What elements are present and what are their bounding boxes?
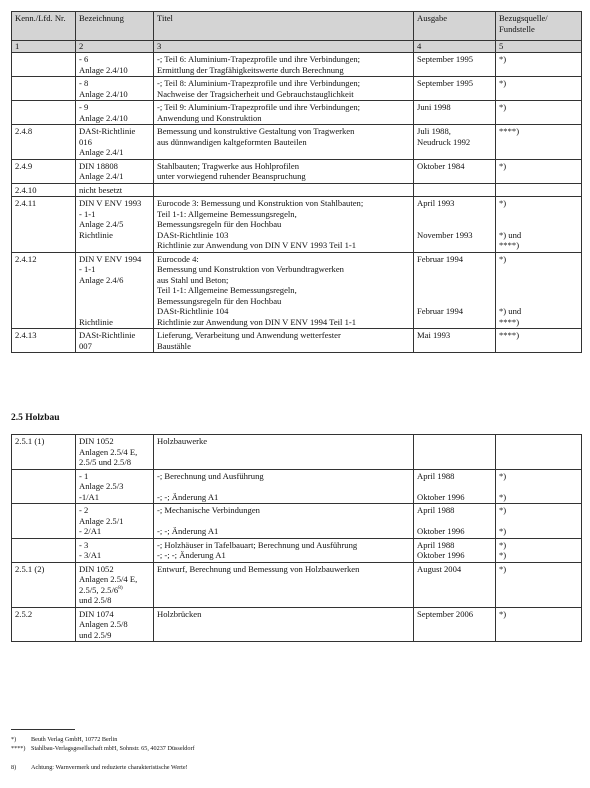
table-cell-c3 xyxy=(154,197,414,253)
table-cell-c1 xyxy=(12,469,76,504)
cell-line: DIN 1074 xyxy=(79,608,114,619)
cell-line: - 2/A1 xyxy=(79,526,102,536)
footnote-mark: 8) xyxy=(11,764,17,771)
footnote xyxy=(11,736,117,744)
table-cell-c2 xyxy=(76,252,154,329)
table-row xyxy=(12,435,582,470)
cell-line: Bemessung und konstruktive Gestaltung von Tragwerken xyxy=(157,126,355,136)
cell-line: Bemessung und Konstruktion von Verbundtragwerken xyxy=(157,264,344,274)
cell-line: -; Teil 8: Aluminium-Trapezprofile und ihre Verbindungen; xyxy=(157,78,361,88)
footnote-reference: 8) xyxy=(118,584,123,591)
table-cell-c1 xyxy=(12,562,76,607)
table-cell-c2 xyxy=(76,101,154,125)
cell-line: aus Stahl und Beton; xyxy=(157,274,229,285)
cell-line: -; -; Änderung A1 xyxy=(157,526,219,536)
cell-line: - 3 xyxy=(79,539,89,550)
table-cell-c2 xyxy=(76,435,154,470)
table-cell-c2 xyxy=(76,538,154,562)
table-cell-c2 xyxy=(76,125,154,160)
cell-line: Baustähle xyxy=(157,340,191,351)
footnote-mark: *) xyxy=(11,736,17,743)
table-cell-c2 xyxy=(76,469,154,504)
cell-line: DASt-Richtlinie xyxy=(79,330,136,340)
cell-line: Richtlinie xyxy=(79,316,113,327)
cell-line: 2.4.13 xyxy=(15,330,37,340)
table-row xyxy=(12,125,582,160)
cell-line: April 1988 xyxy=(417,470,455,481)
table-cell-c4 xyxy=(414,329,496,353)
cell-line: - 9 xyxy=(79,102,89,112)
cell-line: Teil 1-1: Allgemeine Bemessungsregeln, xyxy=(157,208,297,219)
table-cell-c5 xyxy=(496,197,582,253)
table-cell-c3 xyxy=(154,538,414,562)
cell-line: *) xyxy=(499,563,507,574)
table-row xyxy=(12,183,582,197)
table-row xyxy=(12,504,582,539)
table-row xyxy=(12,538,582,562)
cell-line: und 2.5/9 xyxy=(79,629,112,640)
table-row xyxy=(12,607,582,642)
standards-table-steel xyxy=(11,11,582,353)
cell-line: Anwendung und Konstruktion xyxy=(157,112,262,123)
cell-line: Teil 1-1: Allgemeine Bemessungsregeln, xyxy=(157,285,297,295)
table-cell-c1 xyxy=(12,53,76,77)
cell-line: *) und xyxy=(499,229,522,240)
column-number: 4 xyxy=(414,41,496,53)
table-cell-c5 xyxy=(496,607,582,642)
table-cell-c3 xyxy=(154,101,414,125)
table-cell-c1 xyxy=(12,435,76,470)
cell-line: 007 xyxy=(79,340,92,351)
table-cell-c1 xyxy=(12,329,76,353)
table-cell-c4 xyxy=(414,197,496,253)
cell-line: - 1 xyxy=(79,470,89,481)
cell-line: Bemessungsregeln für den Hochbau xyxy=(157,219,282,229)
cell-line: September 1995 xyxy=(417,54,474,64)
table-cell-c3 xyxy=(154,159,414,183)
cell-line: DIN 18808 xyxy=(79,160,118,171)
cell-line: - 1-1 xyxy=(79,208,96,219)
cell-line: aus dünnwandigen kaltgeformten Bauteilen xyxy=(157,136,307,147)
cell-line: - 2 xyxy=(79,505,89,515)
table-cell-c3 xyxy=(154,469,414,504)
cell-line: 2.4.10 xyxy=(15,184,37,195)
table-cell-c5 xyxy=(496,159,582,183)
table-cell-c5 xyxy=(496,538,582,562)
footnote-text: Beuth Verlag GmbH, 10772 Berlin xyxy=(31,736,118,743)
cell-line: *) xyxy=(499,102,507,112)
cell-line: Anlage 2.4/10 xyxy=(79,64,128,75)
cell-line: *) xyxy=(499,491,507,502)
cell-line: Anlage 2.5/1 xyxy=(79,515,124,526)
cell-line: 2.5.1 (2) xyxy=(15,563,45,574)
header-bezugsquelle: Bezugsquelle/ Fundstelle xyxy=(496,12,582,41)
table-cell-c5 xyxy=(496,562,582,607)
table-row xyxy=(12,77,582,101)
table-cell-c2 xyxy=(76,562,154,607)
cell-line: *) xyxy=(499,470,507,481)
table-cell-c3 xyxy=(154,562,414,607)
cell-line: *) xyxy=(499,608,507,619)
table-cell-c4 xyxy=(414,607,496,642)
cell-line: ****) xyxy=(499,330,520,340)
table-cell-c2 xyxy=(76,607,154,642)
cell-line: Neudruck 1992 xyxy=(417,136,471,147)
column-number-row xyxy=(12,41,582,53)
cell-line: Richtlinie zur Anwendung von DIN V ENV 1994 Teil 1-1 xyxy=(157,316,357,327)
cell-line: Ermittlung der Tragfähigkeitswerte durch Berechnung xyxy=(157,64,344,75)
header-titel: Titel xyxy=(154,12,414,41)
header-ausgabe: Ausgabe xyxy=(414,12,496,41)
table-cell-c1 xyxy=(12,252,76,329)
cell-line: *) und xyxy=(499,306,522,316)
cell-line: Eurocode 3: Bemessung und Konstruktion von Stahlbauten; xyxy=(157,198,364,208)
column-number: 1 xyxy=(12,41,76,53)
cell-line: Richtlinie xyxy=(79,229,113,240)
cell-line: DIN V ENV 1993 xyxy=(79,198,142,208)
cell-line: Anlagen 2.5/4 E, xyxy=(79,574,138,584)
table-cell-c2 xyxy=(76,504,154,539)
cell-line: *) xyxy=(499,54,507,64)
cell-line: Bemessungsregeln für den Hochbau xyxy=(157,295,282,306)
cell-line: *) xyxy=(499,78,507,88)
cell-line: Stahlbauten; Tragwerke aus Hohlprofilen xyxy=(157,160,300,171)
cell-line: -; Mechanische Verbindungen xyxy=(157,505,260,515)
cell-line: Entwurf, Berechnung und Bemessung von Holzbauwerken xyxy=(157,563,360,574)
table-cell-c4 xyxy=(414,53,496,77)
cell-line: *) xyxy=(499,526,507,536)
standards-table-timber xyxy=(11,434,582,642)
cell-line: Anlage 2.4/10 xyxy=(79,112,128,123)
cell-line: Februar 1994 xyxy=(417,253,464,264)
table-cell-c5 xyxy=(496,504,582,539)
table-cell-c2 xyxy=(76,53,154,77)
cell-line: -; Teil 6: Aluminium-Trapezprofile und ihre Verbindungen; xyxy=(157,54,361,64)
table-cell-c3 xyxy=(154,125,414,160)
cell-line: -; Berechnung und Ausführung xyxy=(157,470,264,481)
table-cell-c5 xyxy=(496,435,582,470)
table-cell-c4 xyxy=(414,101,496,125)
footnote xyxy=(11,745,195,753)
table-cell-c1 xyxy=(12,77,76,101)
cell-line: DIN 1052 xyxy=(79,563,114,574)
table-cell-c3 xyxy=(154,607,414,642)
cell-line: April 1988 xyxy=(417,539,455,550)
cell-line: Lieferung, Verarbeitung und Anwendung wetterfester xyxy=(157,330,341,340)
table-cell-c5 xyxy=(496,101,582,125)
table-cell-c5 xyxy=(496,329,582,353)
column-number: 3 xyxy=(154,41,414,53)
table-cell-c4 xyxy=(414,252,496,329)
cell-line: Nachweise der Tragsicherheit und Gebrauchstauglichkeit xyxy=(157,88,354,99)
cell-line: September 2006 xyxy=(417,608,474,619)
footnote-mark: ****) xyxy=(11,745,26,752)
footnote-text: Stahlbau-Verlagsgesellschaft mbH, Sohnstr. 65, 40237 Düsseldorf xyxy=(31,745,195,752)
cell-line: Anlage 2.4/1 xyxy=(79,147,124,157)
footnote xyxy=(11,764,188,772)
cell-line: DASt-Richtlinie 104 xyxy=(157,306,229,316)
table-cell-c2 xyxy=(76,197,154,253)
cell-line: Anlagen 2.5/4 E, xyxy=(79,446,138,457)
cell-line: Juli 1988, xyxy=(417,126,451,136)
cell-line: Anlage 2.4/6 xyxy=(79,274,124,285)
cell-line: -1/A1 xyxy=(79,491,100,502)
table-cell-c5 xyxy=(496,125,582,160)
table-cell-c5 xyxy=(496,252,582,329)
cell-line: Holzbrücken xyxy=(157,608,202,619)
cell-line: September 1995 xyxy=(417,78,474,88)
cell-line: 2.5.1 (1) xyxy=(15,436,45,446)
cell-line: Mai 1993 xyxy=(417,330,451,340)
cell-line: 016 xyxy=(79,136,92,147)
table-cell-c1 xyxy=(12,183,76,197)
table-cell-c3 xyxy=(154,435,414,470)
cell-line: Holzbauwerke xyxy=(157,436,208,446)
cell-line: Anlagen 2.5/8 xyxy=(79,619,128,629)
table-row xyxy=(12,329,582,353)
cell-line: *) xyxy=(499,539,507,550)
cell-line: ****) xyxy=(499,240,520,250)
table-cell-c1 xyxy=(12,504,76,539)
table-cell-c3 xyxy=(154,77,414,101)
cell-line: 2.5/5, 2.5/6$^{8)}$ xyxy=(79,584,123,595)
table-cell-c2 xyxy=(76,77,154,101)
footnote-text: Achtung: Warnvermerk und reduzierte charakteristische Werte! xyxy=(31,764,188,771)
footnote-divider xyxy=(11,729,75,730)
table-cell-c4 xyxy=(414,469,496,504)
table-cell-c1 xyxy=(12,125,76,160)
table-cell-c1 xyxy=(12,159,76,183)
table-cell-c3 xyxy=(154,53,414,77)
cell-line: Oktober 1996 xyxy=(417,550,465,560)
table-cell-c5 xyxy=(496,469,582,504)
table-cell-c2 xyxy=(76,183,154,197)
header-kenn-nr: Kenn./Lfd. Nr. xyxy=(12,12,76,41)
cell-line: April 1993 xyxy=(417,198,455,208)
cell-line: ****) xyxy=(499,316,520,327)
cell-line: Oktober 1996 xyxy=(417,526,465,536)
cell-line: Richtlinie zur Anwendung von DIN V ENV 1993 Teil 1-1 xyxy=(157,240,357,250)
cell-line: ****) xyxy=(499,126,520,136)
cell-line: 2.4.9 xyxy=(15,160,33,171)
cell-line: *) xyxy=(499,198,507,208)
cell-line: *) xyxy=(499,505,507,515)
table-cell-c4 xyxy=(414,504,496,539)
table-row xyxy=(12,101,582,125)
cell-line: - 8 xyxy=(79,78,89,88)
cell-line: 2.5/5 und 2.5/8 xyxy=(79,457,132,467)
table-row xyxy=(12,562,582,607)
cell-line: DASt-Richtlinie 103 xyxy=(157,229,229,240)
table-cell-c1 xyxy=(12,197,76,253)
cell-line: DASt-Richtlinie xyxy=(79,126,136,136)
cell-line: *) xyxy=(499,160,507,171)
table-cell-c1 xyxy=(12,538,76,562)
table-cell-c4 xyxy=(414,435,496,470)
table-cell-c1 xyxy=(12,607,76,642)
cell-line: -; -; Änderung A1 xyxy=(157,491,219,502)
header-bezeichnung: Bezeichnung xyxy=(76,12,154,41)
cell-line: Anlage 2.4/5 xyxy=(79,219,124,229)
cell-line: *) xyxy=(499,253,507,264)
cell-line: August 2004 xyxy=(417,563,462,574)
cell-line: 2.4.8 xyxy=(15,126,33,136)
table-cell-c2 xyxy=(76,159,154,183)
cell-line: November 1993 xyxy=(417,229,473,240)
cell-line: unter vorwiegend ruhender Beanspruchung xyxy=(157,171,306,181)
table-cell-c4 xyxy=(414,562,496,607)
table-cell-c3 xyxy=(154,329,414,353)
cell-line: 2.4.11 xyxy=(15,198,37,208)
table-cell-c4 xyxy=(414,77,496,101)
table-row xyxy=(12,53,582,77)
cell-line: -; -; -; Änderung A1 xyxy=(157,550,226,560)
table-cell-c4 xyxy=(414,538,496,562)
section-title-holzbau: 2.5 Holzbau xyxy=(11,413,60,423)
table-cell-c3 xyxy=(154,252,414,329)
cell-line: Anlage 2.4/10 xyxy=(79,88,128,99)
cell-line: Februar 1994 xyxy=(417,306,464,316)
cell-line: 2.5.2 xyxy=(15,608,33,619)
table-row xyxy=(12,469,582,504)
cell-line: -; Teil 9: Aluminium-Trapezprofile und ihre Verbindungen; xyxy=(157,102,361,112)
cell-line: Eurocode 4: xyxy=(157,253,199,264)
cell-line: - 6 xyxy=(79,54,89,64)
cell-line: Oktober 1984 xyxy=(417,160,465,171)
table-row xyxy=(12,197,582,253)
table-cell-c2 xyxy=(76,329,154,353)
column-number: 5 xyxy=(496,41,582,53)
cell-line: Oktober 1996 xyxy=(417,491,465,502)
cell-line: Anlage 2.5/3 xyxy=(79,481,124,491)
table-cell-c5 xyxy=(496,77,582,101)
cell-line: DIN V ENV 1994 xyxy=(79,253,142,264)
table-cell-c1 xyxy=(12,101,76,125)
cell-line: Anlage 2.4/1 xyxy=(79,171,124,181)
table-cell-c5 xyxy=(496,183,582,197)
table-cell-c3 xyxy=(154,504,414,539)
cell-line: -; Holzhäuser in Tafelbauart; Berechnung und Ausführung xyxy=(157,539,358,550)
table-cell-c4 xyxy=(414,159,496,183)
table-header-row xyxy=(12,12,582,41)
cell-line: April 1988 xyxy=(417,505,455,515)
table-cell-c5 xyxy=(496,53,582,77)
table-cell-c4 xyxy=(414,125,496,160)
cell-line: - 1-1 xyxy=(79,264,96,274)
cell-line: *) xyxy=(499,550,507,560)
cell-line: und 2.5/8 xyxy=(79,595,112,605)
cell-line: nicht besetzt xyxy=(79,184,123,195)
cell-line: DIN 1052 xyxy=(79,436,114,446)
cell-line: Juni 1998 xyxy=(417,102,451,112)
cell-line: - 3/A1 xyxy=(79,550,102,560)
table-row xyxy=(12,252,582,329)
table-row xyxy=(12,159,582,183)
table-cell-c3 xyxy=(154,183,414,197)
column-number: 2 xyxy=(76,41,154,53)
cell-line: 2.4.12 xyxy=(15,253,37,264)
table-cell-c4 xyxy=(414,183,496,197)
